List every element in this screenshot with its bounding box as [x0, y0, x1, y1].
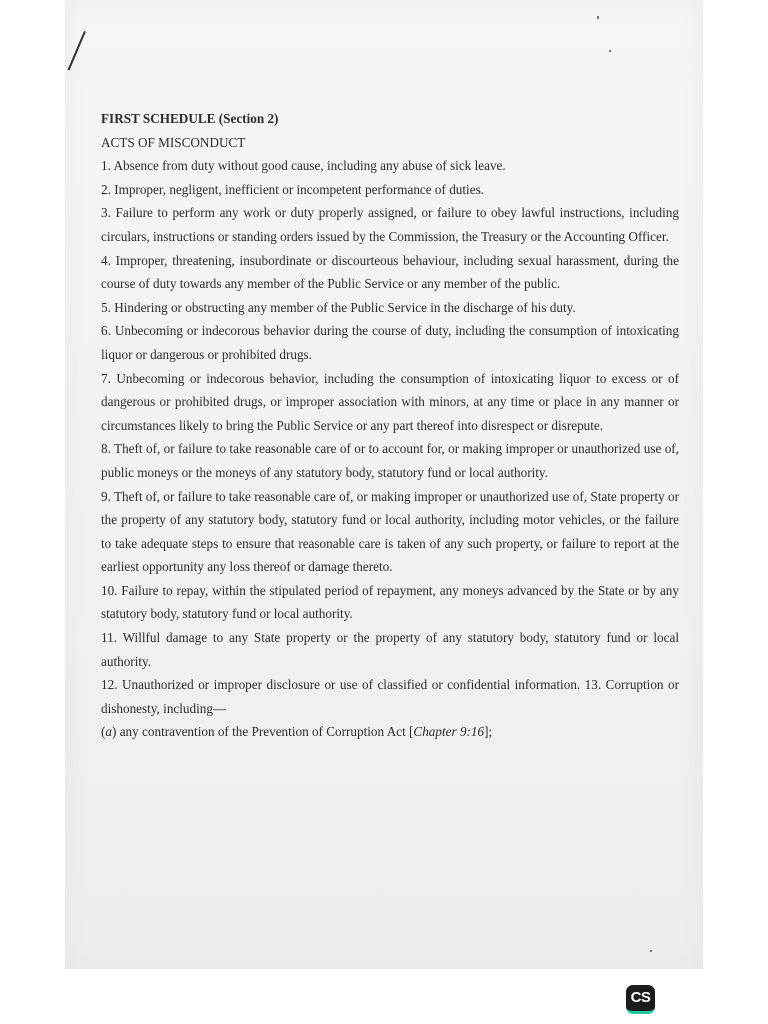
misconduct-item: 5. Hindering or obstructing any member of the Public Service in the discharge of his duty.	[101, 299, 576, 315]
paper-speck	[609, 50, 611, 52]
schedule-subtitle: ACTS OF MISCONDUCT	[101, 134, 246, 150]
schedule-title: FIRST SCHEDULE (Section 2)	[101, 111, 279, 126]
subitem-closing: ];	[484, 724, 493, 740]
misconduct-item: 6. Unbecoming or indecorous behavior during the course of duty, including the consumption of intoxicating liquor or dangerous or prohibited drugs.	[101, 323, 679, 362]
paper-speck	[650, 950, 652, 952]
misconduct-item: 9. Theft of, or failure to take reasonable care of, or making improper or unauthorized use of, State property or the property of any statutory body, statutory fund or local authority, including motor vehicles, or the failure to take adequate steps to ensure that reasonable care is taken of any such property, or failure to report at the earliest opportunity any loss thereof or damage thereto.	[101, 488, 679, 575]
misconduct-list	[101, 154, 679, 720]
misconduct-item: 1. Absence from duty without good cause, including any abuse of sick leave.	[101, 158, 506, 174]
subitem-a: (a) any contravention of the Prevention of Corruption Act [Chapter 9:16];	[101, 724, 493, 740]
misconduct-item: 11. Willful damage to any State property or the property of any statutory body, statutory fund or local authority.	[101, 630, 679, 669]
camscanner-logo: CS	[626, 985, 655, 1014]
misconduct-item: 8. Theft of, or failure to take reasonable care of or to account for, or making improper or unauthorized use of, public moneys or the moneys of any statutory body, statutory fund or local authority.	[101, 441, 679, 480]
misconduct-item: 12. Unauthorized or improper disclosure or use of classified or confidential information. 13. Corruption or dishonesty, including—	[101, 677, 679, 716]
misconduct-item: 7. Unbecoming or indecorous behavior, including the consumption of intoxicating liquor to excess or of dangerous or prohibited drugs, or improper association with minors, at any time or place in any manner or circumstances likely to bring the Public Service or any part thereof into disrespect or disrepute.	[101, 370, 679, 433]
misconduct-item: 10. Failure to repay, within the stipulated period of repayment, any moneys advanced by the State or by any statutory body, statutory fund or local authority.	[101, 582, 679, 622]
misconduct-item: 2. Improper, negligent, inefficient or incompetent performance of duties.	[101, 181, 484, 197]
document-body	[101, 107, 679, 744]
act-citation: Chapter 9:16	[413, 724, 485, 740]
misconduct-item: 3. Failure to perform any work or duty properly assigned, or failure to obey lawful instructions, including circulars, instructions or standing orders issued by the Commission, the Treasury or the Accounting Officer.	[101, 205, 679, 244]
paper-speck	[597, 16, 599, 19]
misconduct-item: 4. Improper, threatening, insubordinate or discourteous behaviour, including sexual harassment, during the course of duty towards any member of the Public Service or any member of the public.	[101, 252, 679, 292]
subitem-text: any contravention of the Prevention of Corruption Act [	[116, 724, 414, 740]
subitem-marker: a	[105, 724, 112, 740]
